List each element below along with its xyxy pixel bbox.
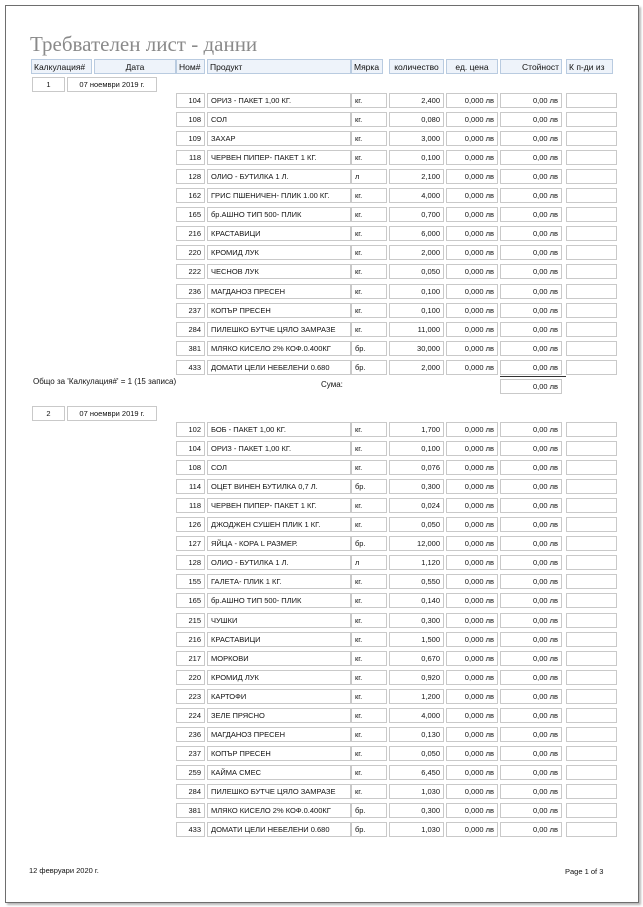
row-product: ЗАХАР xyxy=(207,131,351,146)
row-unit: кг. xyxy=(351,784,387,799)
row-unit: кг. xyxy=(351,574,387,589)
row-qty: 1,030 xyxy=(389,822,444,837)
row-product: КРАСТАВИЦИ xyxy=(207,226,351,241)
row-unit: кг. xyxy=(351,613,387,628)
row-kp xyxy=(566,593,617,608)
row-num: 118 xyxy=(176,498,205,513)
row-unit: кг. xyxy=(351,207,387,222)
row-qty: 0,050 xyxy=(389,746,444,761)
row-price: 0,000 лв xyxy=(446,322,498,337)
row-value: 0,00 лв xyxy=(500,651,562,666)
row-product: ЗЕЛЕ ПРЯСНО xyxy=(207,708,351,723)
row-num: 127 xyxy=(176,536,205,551)
row-product: КАЙМА СМЕС xyxy=(207,765,351,780)
header-kp: К п-ди из xyxy=(566,59,613,74)
row-unit: кг. xyxy=(351,460,387,475)
row-qty: 0,670 xyxy=(389,651,444,666)
row-product: ЧЕСНОВ ЛУК xyxy=(207,264,351,279)
row-value: 0,00 лв xyxy=(500,632,562,647)
row-value: 0,00 лв xyxy=(500,708,562,723)
row-value: 0,00 лв xyxy=(500,322,562,337)
row-qty: 12,000 xyxy=(389,536,444,551)
row-num: 284 xyxy=(176,784,205,799)
row-num: 126 xyxy=(176,517,205,532)
row-kp xyxy=(566,746,617,761)
report-title: Требвателен лист - данни xyxy=(30,32,258,56)
row-unit: кг. xyxy=(351,93,387,108)
row-value: 0,00 лв xyxy=(500,555,562,570)
row-price: 0,000 лв xyxy=(446,169,498,184)
row-product: МЛЯКО КИСЕЛО 2% КОФ.0.400КГ xyxy=(207,341,351,356)
row-kp xyxy=(566,226,617,241)
row-value: 0,00 лв xyxy=(500,803,562,818)
row-kp xyxy=(566,284,617,299)
row-value: 0,00 лв xyxy=(500,303,562,318)
row-qty: 6,450 xyxy=(389,765,444,780)
row-product: ОЦЕТ ВИНЕН БУТИЛКА 0,7 Л. xyxy=(207,479,351,494)
sum-divider xyxy=(500,376,566,377)
row-unit: бр. xyxy=(351,822,387,837)
row-product: КРАСТАВИЦИ xyxy=(207,632,351,647)
row-price: 0,000 лв xyxy=(446,765,498,780)
row-value: 0,00 лв xyxy=(500,479,562,494)
row-product: КРОМИД ЛУК xyxy=(207,245,351,260)
row-price: 0,000 лв xyxy=(446,632,498,647)
row-price: 0,000 лв xyxy=(446,150,498,165)
row-num: 259 xyxy=(176,765,205,780)
row-qty: 4,000 xyxy=(389,708,444,723)
row-value: 0,00 лв xyxy=(500,207,562,222)
row-kp xyxy=(566,441,617,456)
row-unit: кг. xyxy=(351,264,387,279)
row-price: 0,000 лв xyxy=(446,727,498,742)
row-value: 0,00 лв xyxy=(500,746,562,761)
row-kp xyxy=(566,131,617,146)
row-product: МОРКОВИ xyxy=(207,651,351,666)
row-kp xyxy=(566,651,617,666)
row-unit: бр. xyxy=(351,479,387,494)
row-num: 108 xyxy=(176,112,205,127)
row-kp xyxy=(566,784,617,799)
row-qty: 2,400 xyxy=(389,93,444,108)
header-unit: Мярка xyxy=(351,59,383,74)
header-qty: количество xyxy=(389,59,444,74)
row-qty: 0,920 xyxy=(389,670,444,685)
row-qty: 0,300 xyxy=(389,479,444,494)
row-num: 114 xyxy=(176,479,205,494)
row-qty: 2,000 xyxy=(389,360,444,375)
row-qty: 0,024 xyxy=(389,498,444,513)
group-calc-no: 1 xyxy=(32,77,65,92)
row-num: 215 xyxy=(176,613,205,628)
row-unit: кг. xyxy=(351,112,387,127)
row-num: 104 xyxy=(176,93,205,108)
row-product: МАГДАНОЗ ПРЕСЕН xyxy=(207,284,351,299)
row-qty: 2,100 xyxy=(389,169,444,184)
row-qty: 0,100 xyxy=(389,303,444,318)
row-kp xyxy=(566,460,617,475)
row-num: 381 xyxy=(176,803,205,818)
row-price: 0,000 лв xyxy=(446,746,498,761)
row-price: 0,000 лв xyxy=(446,517,498,532)
row-qty: 0,130 xyxy=(389,727,444,742)
row-price: 0,000 лв xyxy=(446,593,498,608)
row-price: 0,000 лв xyxy=(446,441,498,456)
row-unit: л xyxy=(351,169,387,184)
row-product: ЧЕРВЕН ПИПЕР- ПАКЕТ 1 КГ. xyxy=(207,150,351,165)
row-price: 0,000 лв xyxy=(446,131,498,146)
row-price: 0,000 лв xyxy=(446,574,498,589)
row-qty: 1,030 xyxy=(389,784,444,799)
row-price: 0,000 лв xyxy=(446,613,498,628)
row-unit: кг. xyxy=(351,441,387,456)
row-unit: кг. xyxy=(351,708,387,723)
row-value: 0,00 лв xyxy=(500,727,562,742)
row-qty: 2,000 xyxy=(389,245,444,260)
row-product: ДОМАТИ ЦЕЛИ НЕБЕЛЕНИ 0.680 xyxy=(207,822,351,837)
row-price: 0,000 лв xyxy=(446,188,498,203)
row-unit: кг. xyxy=(351,303,387,318)
row-num: 128 xyxy=(176,555,205,570)
row-kp xyxy=(566,555,617,570)
row-value: 0,00 лв xyxy=(500,517,562,532)
row-qty: 0,140 xyxy=(389,593,444,608)
row-price: 0,000 лв xyxy=(446,479,498,494)
footer-date: 12 февруари 2020 г. xyxy=(29,866,99,875)
row-value: 0,00 лв xyxy=(500,574,562,589)
row-unit: кг. xyxy=(351,131,387,146)
row-value: 0,00 лв xyxy=(500,169,562,184)
row-qty: 1,200 xyxy=(389,689,444,704)
row-value: 0,00 лв xyxy=(500,93,562,108)
row-value: 0,00 лв xyxy=(500,441,562,456)
row-kp xyxy=(566,245,617,260)
row-price: 0,000 лв xyxy=(446,303,498,318)
row-value: 0,00 лв xyxy=(500,150,562,165)
row-kp xyxy=(566,341,617,356)
row-qty: 3,000 xyxy=(389,131,444,146)
row-price: 0,000 лв xyxy=(446,360,498,375)
row-price: 0,000 лв xyxy=(446,207,498,222)
row-kp xyxy=(566,422,617,437)
row-num: 217 xyxy=(176,651,205,666)
row-value: 0,00 лв xyxy=(500,536,562,551)
row-product: СОЛ xyxy=(207,112,351,127)
row-unit: кг. xyxy=(351,226,387,241)
row-unit: кг. xyxy=(351,245,387,260)
row-unit: бр. xyxy=(351,360,387,375)
row-num: 236 xyxy=(176,727,205,742)
row-price: 0,000 лв xyxy=(446,264,498,279)
sum-label: Сума: xyxy=(321,380,343,389)
row-value: 0,00 лв xyxy=(500,131,562,146)
row-product: СОЛ xyxy=(207,460,351,475)
row-qty: 1,500 xyxy=(389,632,444,647)
row-product: КОПЪР ПРЕСЕН xyxy=(207,303,351,318)
row-product: ОРИЗ - ПАКЕТ 1,00 КГ. xyxy=(207,93,351,108)
row-value: 0,00 лв xyxy=(500,341,562,356)
row-unit: бр. xyxy=(351,803,387,818)
page-number: Page 1 of 3 xyxy=(565,867,604,876)
row-unit: кг. xyxy=(351,517,387,532)
row-product: ДЖОДЖЕН СУШЕН ПЛИК 1 КГ. xyxy=(207,517,351,532)
row-kp xyxy=(566,765,617,780)
row-unit: кг. xyxy=(351,670,387,685)
row-kp xyxy=(566,264,617,279)
row-product: ПИЛЕШКО БУТЧЕ ЦЯЛО ЗАМРАЗЕ xyxy=(207,322,351,337)
row-qty: 1,120 xyxy=(389,555,444,570)
row-unit: кг. xyxy=(351,150,387,165)
row-value: 0,00 лв xyxy=(500,670,562,685)
row-num: 220 xyxy=(176,245,205,260)
row-num: 109 xyxy=(176,131,205,146)
row-price: 0,000 лв xyxy=(446,422,498,437)
row-num: 433 xyxy=(176,822,205,837)
row-qty: 4,000 xyxy=(389,188,444,203)
row-unit: кг. xyxy=(351,689,387,704)
row-value: 0,00 лв xyxy=(500,784,562,799)
row-unit: кг. xyxy=(351,651,387,666)
row-price: 0,000 лв xyxy=(446,803,498,818)
row-qty: 0,300 xyxy=(389,803,444,818)
row-price: 0,000 лв xyxy=(446,341,498,356)
row-unit: кг. xyxy=(351,188,387,203)
row-value: 0,00 лв xyxy=(500,360,562,375)
row-value: 0,00 лв xyxy=(500,613,562,628)
row-value: 0,00 лв xyxy=(500,689,562,704)
row-kp xyxy=(566,613,617,628)
row-value: 0,00 лв xyxy=(500,188,562,203)
row-value: 0,00 лв xyxy=(500,822,562,837)
row-value: 0,00 лв xyxy=(500,245,562,260)
row-kp xyxy=(566,632,617,647)
row-kp xyxy=(566,574,617,589)
row-qty: 0,100 xyxy=(389,284,444,299)
row-num: 224 xyxy=(176,708,205,723)
row-price: 0,000 лв xyxy=(446,460,498,475)
row-product: ПИЛЕШКО БУТЧЕ ЦЯЛО ЗАМРАЗЕ xyxy=(207,784,351,799)
row-kp xyxy=(566,822,617,837)
row-qty: 0,700 xyxy=(389,207,444,222)
row-product: БОБ - ПАКЕТ 1,00 КГ. xyxy=(207,422,351,437)
row-num: 237 xyxy=(176,303,205,318)
row-kp xyxy=(566,360,617,375)
row-qty: 0,300 xyxy=(389,613,444,628)
row-product: ОРИЗ - ПАКЕТ 1,00 КГ. xyxy=(207,441,351,456)
row-kp xyxy=(566,169,617,184)
row-kp xyxy=(566,708,617,723)
row-price: 0,000 лв xyxy=(446,689,498,704)
row-num: 222 xyxy=(176,264,205,279)
row-product: ОЛИО - БУТИЛКА 1 Л. xyxy=(207,169,351,184)
row-num: 216 xyxy=(176,632,205,647)
row-kp xyxy=(566,188,617,203)
row-product: ГАЛЕТА- ПЛИК 1 КГ. xyxy=(207,574,351,589)
row-value: 0,00 лв xyxy=(500,264,562,279)
row-price: 0,000 лв xyxy=(446,112,498,127)
row-kp xyxy=(566,670,617,685)
row-kp xyxy=(566,93,617,108)
row-value: 0,00 лв xyxy=(500,112,562,127)
row-unit: кг. xyxy=(351,422,387,437)
row-product: бр.АШНО ТИП 500- ПЛИК xyxy=(207,207,351,222)
row-unit: бр. xyxy=(351,341,387,356)
row-qty: 0,076 xyxy=(389,460,444,475)
row-unit: кг. xyxy=(351,765,387,780)
row-value: 0,00 лв xyxy=(500,226,562,241)
row-unit: кг. xyxy=(351,727,387,742)
row-product: МЛЯКО КИСЕЛО 2% КОФ.0.400КГ xyxy=(207,803,351,818)
row-num: 128 xyxy=(176,169,205,184)
row-num: 102 xyxy=(176,422,205,437)
row-num: 236 xyxy=(176,284,205,299)
row-kp xyxy=(566,112,617,127)
group-date: 07 ноември 2019 г. xyxy=(67,406,157,421)
row-num: 216 xyxy=(176,226,205,241)
row-qty: 0,050 xyxy=(389,517,444,532)
row-price: 0,000 лв xyxy=(446,498,498,513)
row-qty: 0,080 xyxy=(389,112,444,127)
row-unit: кг. xyxy=(351,593,387,608)
row-num: 162 xyxy=(176,188,205,203)
row-num: 165 xyxy=(176,207,205,222)
row-kp xyxy=(566,803,617,818)
row-num: 118 xyxy=(176,150,205,165)
row-kp xyxy=(566,207,617,222)
row-qty: 6,000 xyxy=(389,226,444,241)
row-unit: кг. xyxy=(351,284,387,299)
row-unit: бр. xyxy=(351,536,387,551)
row-price: 0,000 лв xyxy=(446,708,498,723)
row-price: 0,000 лв xyxy=(446,226,498,241)
row-product: ОЛИО - БУТИЛКА 1 Л. xyxy=(207,555,351,570)
row-price: 0,000 лв xyxy=(446,284,498,299)
row-qty: 30,000 xyxy=(389,341,444,356)
header-num: Ном# xyxy=(176,59,205,74)
row-product: КРОМИД ЛУК xyxy=(207,670,351,685)
row-product: МАГДАНОЗ ПРЕСЕН xyxy=(207,727,351,742)
row-num: 284 xyxy=(176,322,205,337)
row-product: ЧЕРВЕН ПИПЕР- ПАКЕТ 1 КГ. xyxy=(207,498,351,513)
row-kp xyxy=(566,303,617,318)
row-unit: кг. xyxy=(351,632,387,647)
row-product: бр.АШНО ТИП 500- ПЛИК xyxy=(207,593,351,608)
row-product: КОПЪР ПРЕСЕН xyxy=(207,746,351,761)
row-value: 0,00 лв xyxy=(500,422,562,437)
header-product: Продукт xyxy=(207,59,351,74)
row-kp xyxy=(566,479,617,494)
row-num: 220 xyxy=(176,670,205,685)
row-price: 0,000 лв xyxy=(446,822,498,837)
row-num: 237 xyxy=(176,746,205,761)
group-date: 07 ноември 2019 г. xyxy=(67,77,157,92)
row-num: 165 xyxy=(176,593,205,608)
row-product: ЯЙЦА - КОРА L РАЗМЕР. xyxy=(207,536,351,551)
row-kp xyxy=(566,322,617,337)
row-kp xyxy=(566,727,617,742)
row-num: 381 xyxy=(176,341,205,356)
sum-value: 0,00 лв xyxy=(500,379,562,394)
row-kp xyxy=(566,498,617,513)
row-qty: 0,050 xyxy=(389,264,444,279)
row-qty: 0,550 xyxy=(389,574,444,589)
row-num: 155 xyxy=(176,574,205,589)
group-summary: Общо за 'Калкулация#' = 1 (15 записа) xyxy=(33,377,177,386)
row-value: 0,00 лв xyxy=(500,593,562,608)
row-num: 104 xyxy=(176,441,205,456)
row-product: ДОМАТИ ЦЕЛИ НЕБЕЛЕНИ 0.680 xyxy=(207,360,351,375)
row-price: 0,000 лв xyxy=(446,670,498,685)
row-unit: кг. xyxy=(351,746,387,761)
header-value: Стойност xyxy=(500,59,562,74)
row-unit: кг. xyxy=(351,322,387,337)
row-value: 0,00 лв xyxy=(500,765,562,780)
row-qty: 0,100 xyxy=(389,441,444,456)
row-price: 0,000 лв xyxy=(446,245,498,260)
row-kp xyxy=(566,689,617,704)
header-price: ед. цена xyxy=(446,59,498,74)
row-num: 223 xyxy=(176,689,205,704)
row-num: 433 xyxy=(176,360,205,375)
row-num: 108 xyxy=(176,460,205,475)
row-value: 0,00 лв xyxy=(500,498,562,513)
report-page xyxy=(5,5,639,903)
row-price: 0,000 лв xyxy=(446,555,498,570)
row-qty: 11,000 xyxy=(389,322,444,337)
row-value: 0,00 лв xyxy=(500,460,562,475)
header-date: Дата xyxy=(94,59,176,74)
row-kp xyxy=(566,517,617,532)
header-calc: Калкулация# xyxy=(31,59,92,74)
row-price: 0,000 лв xyxy=(446,651,498,666)
row-value: 0,00 лв xyxy=(500,284,562,299)
row-kp xyxy=(566,150,617,165)
row-price: 0,000 лв xyxy=(446,784,498,799)
row-price: 0,000 лв xyxy=(446,93,498,108)
row-qty: 1,700 xyxy=(389,422,444,437)
row-unit: л xyxy=(351,555,387,570)
row-product: ЧУШКИ xyxy=(207,613,351,628)
row-product: КАРТОФИ xyxy=(207,689,351,704)
row-unit: кг. xyxy=(351,498,387,513)
row-qty: 0,100 xyxy=(389,150,444,165)
row-price: 0,000 лв xyxy=(446,536,498,551)
row-kp xyxy=(566,536,617,551)
row-product: ГРИС ПШЕНИЧЕН- ПЛИК 1.00 КГ. xyxy=(207,188,351,203)
group-calc-no: 2 xyxy=(32,406,65,421)
